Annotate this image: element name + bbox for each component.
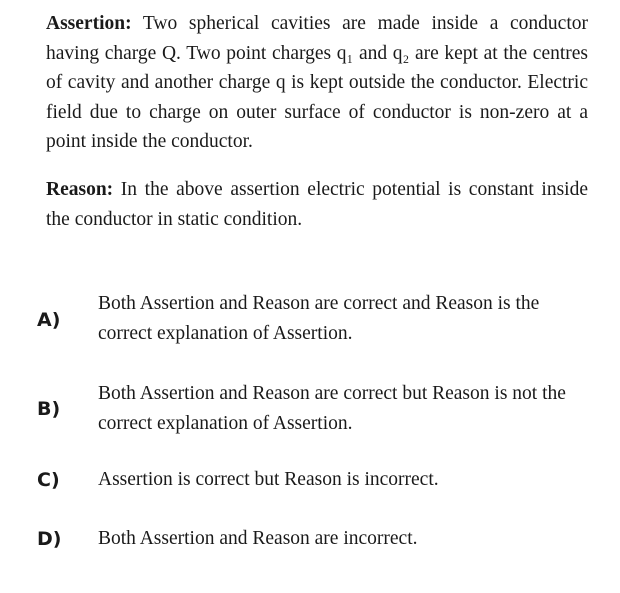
option-a-letter[interactable]: A) — [37, 309, 61, 331]
option-d-letter[interactable]: D) — [37, 528, 62, 550]
option-a-text[interactable]: Both Assertion and Reason are correct and Reason is the correct explanation of Assertion. — [98, 293, 540, 344]
option-d-text[interactable]: Both Assertion and Reason are incorrect. — [98, 528, 418, 549]
assertion-text: Two spherical cavities are made inside a conductor having charge Q. Two point charges q₁ and q₂ are kept at the centres of cavity and another charge q is kept outside the conductor. Electric field due to charge on outer surface of conductor is non-zero at a point inside the conductor. — [46, 13, 588, 152]
option-b-text[interactable]: Both Assertion and Reason are correct but Reason is not the correct explanation of Assertion. — [98, 383, 566, 434]
reason-statement — [46, 175, 588, 234]
option-c-letter[interactable]: C) — [37, 469, 60, 491]
option-b-letter[interactable]: B) — [37, 398, 61, 420]
reason-text: In the above assertion electric potential is constant inside the conductor in static condition. — [46, 179, 588, 230]
option-c-text[interactable]: Assertion is correct but Reason is incorrect. — [98, 469, 439, 490]
assertion-statement — [46, 9, 588, 157]
assertion-label: Assertion: — [46, 13, 132, 34]
reason-label: Reason: — [46, 179, 114, 200]
